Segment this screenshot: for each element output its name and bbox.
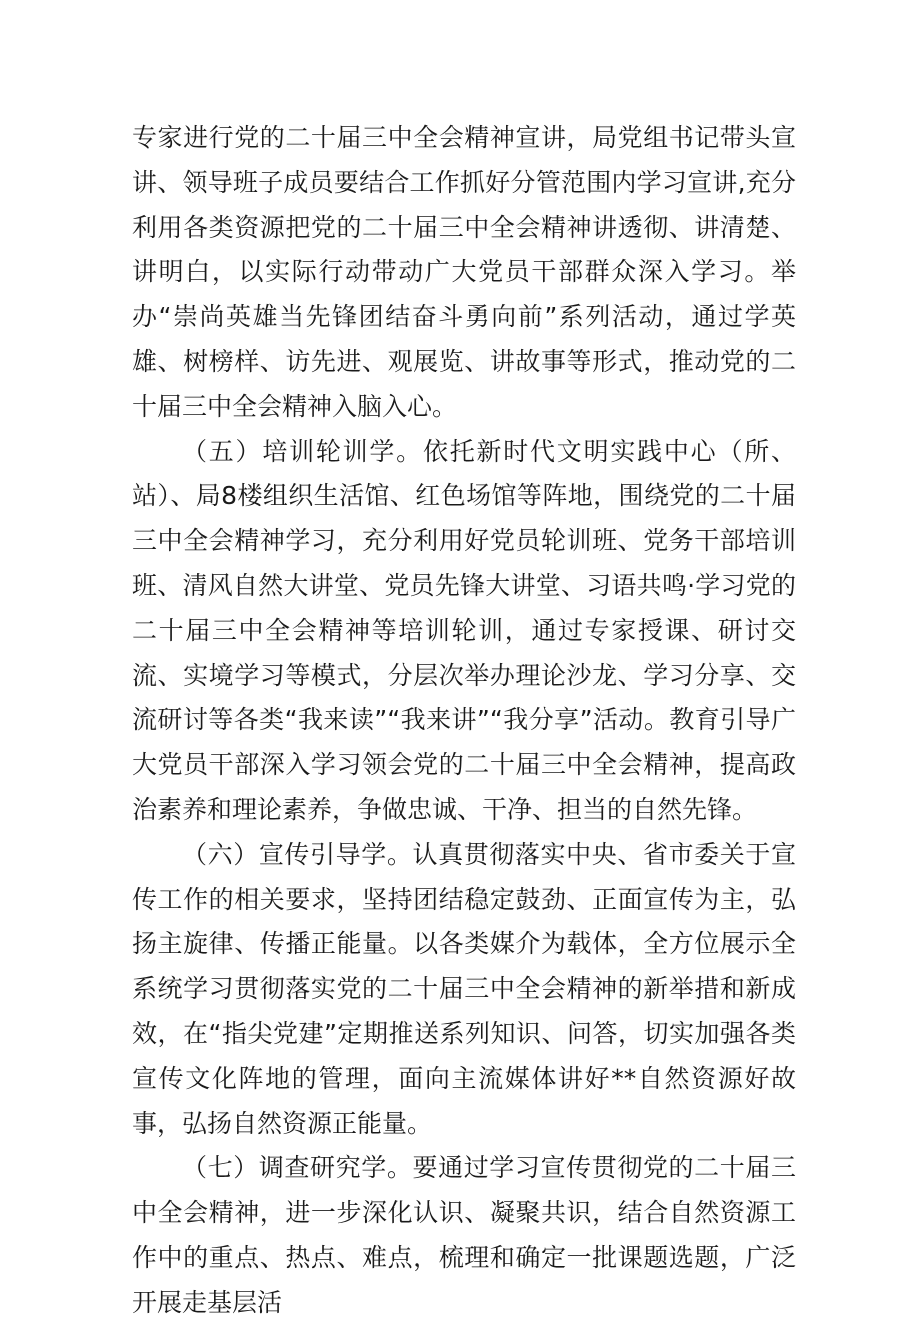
paragraph-section-6-publicity: （六）宣传引导学。认真贯彻落实中央、省市委关于宣传工作的相关要求，坚持团结稳定鼓劲、正面宣传为主，弘扬主旋律、传播正能量。以各类媒介为载体，全方位展示全系统学习贯彻落实党的二十届三中全会精神的新举措和新成效，在“指尖党建”定期推送系列知识、问答，切实加强各类宣传文化阵地的管理，面向主流媒体讲好**自然资源好故事，弘扬自然资源正能量。	[132, 839, 796, 1138]
paragraph-section-5-training: （五）培训轮训学。依托新时代文明实践中心（所、站）、局8楼组织生活馆、红色场馆等阵地，围绕党的二十届三中全会精神学习，充分利用好党员轮训班、党务干部培训班、清风自然大讲堂、党员先锋大讲堂、习语共鸣·学习党的二十届三中全会精神等培训轮训，通过专家授课、研讨交流、实境学习等模式，分层次举办理论沙龙、学习分享、交流研讨等各类“我来读”“我来讲”“我分享”活动。教育引导广大党员干部深入学习领会党的二十届三中全会精神，提高政治素养和理论素养，争做忠诚、干净、担当的自然先锋。	[132, 436, 796, 824]
paragraph-section-7-research: （七）调查研究学。要通过学习宣传贯彻党的二十届三中全会精神，进一步深化认识、凝聚共识，结合自然资源工作中的重点、热点、难点，梳理和确定一批课题选题，广泛开展走基层活	[132, 1153, 796, 1317]
paragraph-continued-lecture: 专家进行党的二十届三中全会精神宣讲，局党组书记带头宣讲、领导班子成员要结合工作抓好分管范围内学习宣讲,充分利用各类资源把党的二十届三中全会精神讲透彻、讲清楚、讲明白，以实际行动带动广大党员干部群众深入学习。举办“崇尚英雄当先锋团结奋斗勇向前”系列活动，通过学英雄、树榜样、访先进、观展览、讲故事等形式，推动党的二十届三中全会精神入脑入心。	[132, 123, 796, 421]
document-body	[132, 116, 796, 1326]
